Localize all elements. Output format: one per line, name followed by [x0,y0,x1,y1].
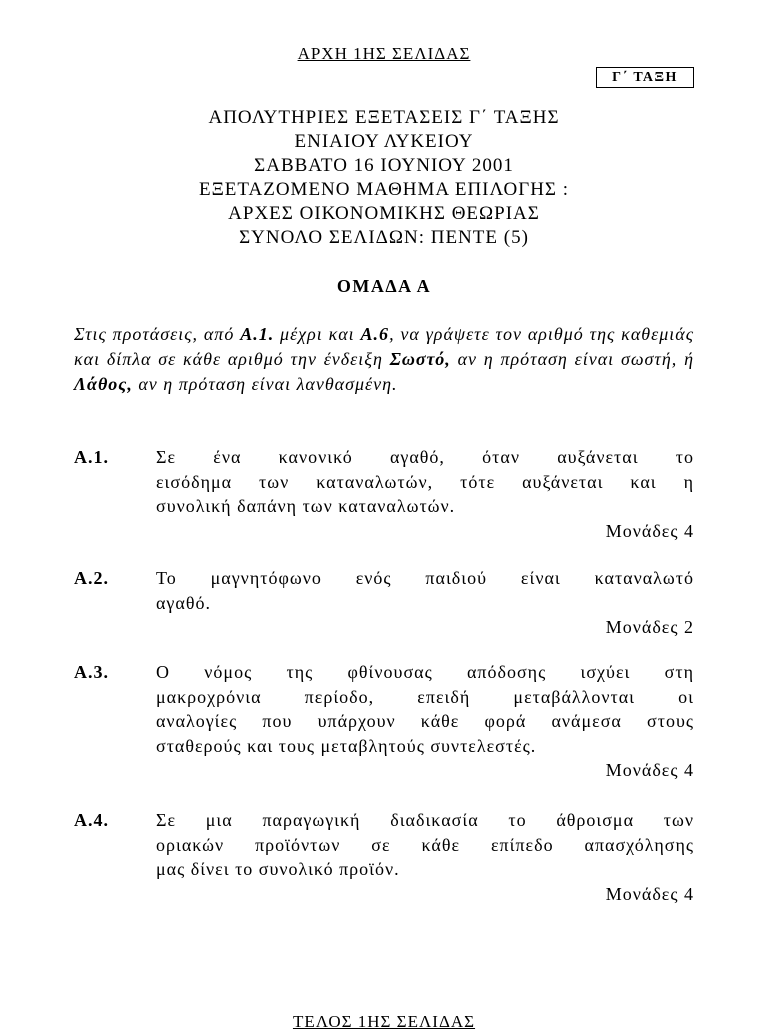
group-title: ΟΜΑΔΑ Α [336,276,432,296]
question-line: Ο νόμος της φθίνουσας απόδοσης ισχύει στη [156,662,694,682]
question-a1 [74,445,694,543]
header-line: ΣΑΒΒΑΤΟ 16 ΙΟΥΝΙΟΥ 2001 [254,155,514,176]
instructions-text: αν η πρόταση είναι σωστή, ή [450,349,694,369]
question-number: Α.1. [74,447,109,467]
page-bottom-marker: ΤΕΛΟΣ 1ΗΣ ΣΕΛΙΔΑΣ [292,1012,476,1031]
instructions-text: , να γράψετε τον αριθμό της καθεμιάς και δίπλα σε κάθε αριθμό την ένδειξη [74,324,694,369]
question-line: Σε ένα κανονικό αγαθό, όταν αυξάνεται το [156,447,694,467]
question-line: Το μαγνητόφωνο ενός παιδιού είναι καταναλωτό [156,568,694,588]
question-text [156,808,694,882]
question-line: σταθερούς και τους μεταβλητούς συντελεστές. [156,735,537,756]
instructions-paragraph [74,322,694,397]
question-line: μας δίνει το συνολικό προϊόν. [156,859,400,879]
question-line: συνολική δαπάνη των καταναλωτών. [156,496,456,516]
instructions-bold: Σωστό, [389,349,451,369]
header-line: ΕΝΙΑΙΟΥ ΛΥΚΕΙΟΥ [294,131,474,152]
question-line: αγαθό. [156,592,211,613]
question-text [156,566,694,615]
exam-header [0,106,768,250]
question-line: εισόδημα των καταναλωτών, τότε αυξάνεται και η [156,471,694,492]
class-label-box: Γ΄ ΤΑΞΗ [596,67,694,88]
question-text [156,660,694,758]
instructions-bold: Λάθος, [74,374,133,394]
question-number: Α.3. [74,662,109,682]
instructions-text: αν η πρόταση είναι λανθασμένη. [132,374,398,394]
question-text [156,445,694,519]
question-a4 [74,808,694,906]
header-line: ΑΡΧΕΣ ΟΙΚΟΝΟΜΙΚΗΣ ΘΕΩΡΙΑΣ [228,203,540,224]
instructions-bold: Α.1. [240,324,275,344]
instructions-bold: Α.6 [360,324,390,344]
question-line: μακροχρόνια περίοδο, επειδή μεταβάλλονται οι [156,686,694,707]
question-line: αναλογίες που υπάρχουν κάθε φορά ανάμεσα στους [156,711,694,731]
question-points: Μονάδες 4 [605,760,694,780]
page-top-marker: ΑΡΧΗ 1ΗΣ ΣΕΛΙΔΑΣ [297,44,471,63]
question-line: Σε μια παραγωγική διαδικασία το άθροισμα των [156,810,694,830]
instructions-text: Στις προτάσεις, από [74,324,241,344]
header-line: ΕΞΕΤΑΖΟΜΕΝΟ ΜΑΘΗΜΑ ΕΠΙΛΟΓΗΣ : [198,179,570,200]
question-points: Μονάδες 4 [605,883,694,904]
question-number: Α.4. [74,810,109,830]
header-line: ΑΠΟΛΥΤΗΡΙΕΣ ΕΞΕΤΑΣΕΙΣ Γ΄ ΤΑΞΗΣ [208,107,560,128]
header-line: ΣΥΝΟΛΟ ΣΕΛΙΔΩΝ: ΠΕΝΤΕ (5) [239,227,529,248]
question-a2 [74,566,694,640]
question-number: Α.2. [74,568,109,588]
question-a3 [74,660,694,783]
question-line: οριακών προϊόντων σε κάθε επίπεδο απασχόλησης [156,834,694,855]
question-points: Μονάδες 2 [605,617,694,637]
instructions-text: μέχρι και [274,324,361,344]
question-points: Μονάδες 4 [605,520,694,541]
